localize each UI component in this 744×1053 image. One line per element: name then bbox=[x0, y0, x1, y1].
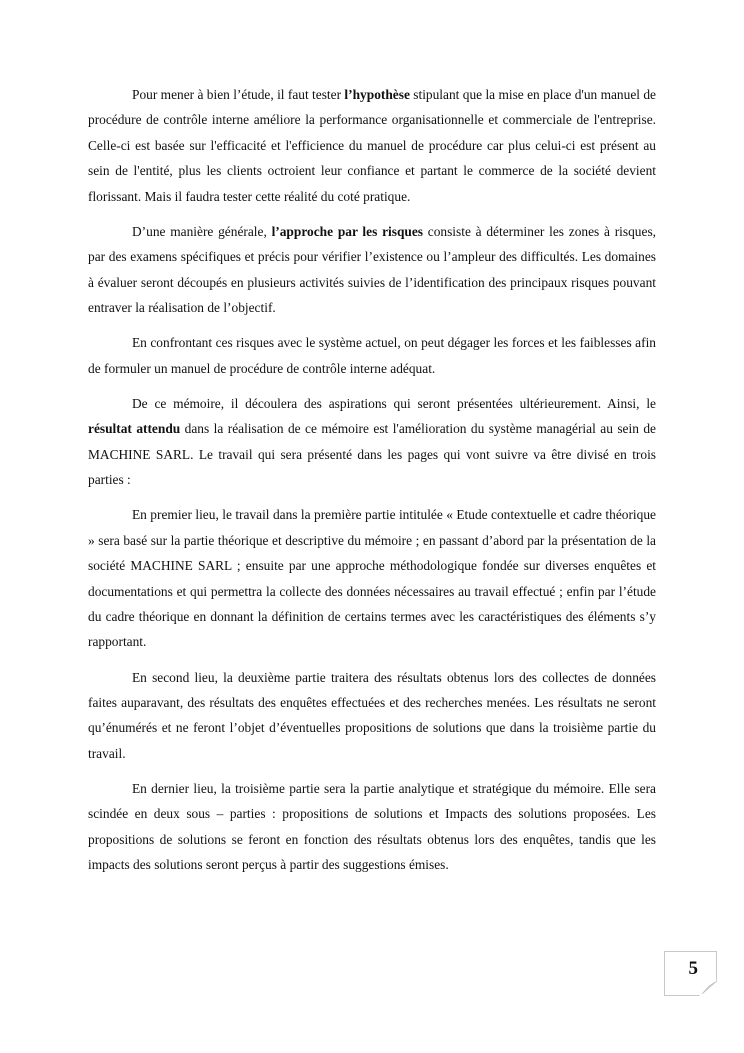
paragraph-resultat-attendu bbox=[88, 391, 656, 493]
text-segment: En dernier lieu, la troisième partie sera la partie analytique et stratégique du mémoire. Elle sera scindée en deux sous – parties : propositions de solutions et Impacts des solutions proposées. Les propositions de solutions se feront en fonction des résultats obtenus lors des enquêtes, tandis que les impacts des solutions seront perçus à partir des suggestions émises. bbox=[88, 780, 656, 873]
page-number: 5 bbox=[688, 958, 698, 979]
paragraph-confrontation bbox=[88, 330, 656, 381]
text-segment: En premier lieu, le travail dans la première partie intitulée « Etude contextuelle et cadre théorique » sera basé sur la partie théorique et descriptive du mémoire ; en passant d’abord par la présentation de la société MACHINE SARL ; ensuite par une approche méthodologique fondée sur diverses enquêtes et documentations et qui permettra la collecte des données nécessaires au travail effectué ; enfin par l’étude du cadre théorique en donnant la définition de certains termes avec les caractéristiques des éléments s’y rapportant. bbox=[88, 507, 656, 650]
document-body bbox=[88, 82, 656, 887]
text-segment: consiste à déterminer les zones à risques, par des examens spécifiques et précis pour vérifier l’existence ou l’ampleur des difficultés. Les domaines à évaluer seront découpés en plusieurs activités suivies de l’identification des principaux risques pouvant entraver la réalisation de l’objectif. bbox=[88, 223, 656, 316]
page-curl-icon bbox=[699, 980, 717, 996]
paragraph-deuxieme-partie bbox=[88, 665, 656, 767]
text-segment: En confrontant ces risques avec le système actuel, on peut dégager les forces et les faiblesses afin de formuler un manuel de procédure de contrôle interne adéquat. bbox=[88, 335, 656, 376]
text-segment: En second lieu, la deuxième partie traitera des résultats obtenus lors des collectes de données faites auparavant, des résultats des enquêtes effectuées et des recherches menées. Les résultats ne seront qu’énumérés et ne feront l’objet d’éventuelles propositions de solutions que dans la troisième partie du travail. bbox=[88, 669, 656, 761]
bold-term-hypothese: l’hypothèse bbox=[344, 87, 410, 102]
paragraph-hypothese bbox=[88, 82, 656, 209]
text-segment: stipulant que la mise en place d'un manuel de procédure de contrôle interne améliore la performance organisationnelle et commerciale de l'entreprise. Celle-ci est basée sur l'efficacité et l'efficience du manuel de procédure car plus celui-ci est présent au sein de l'entité, plus les clients octroient leur confiance et partant le commerce de la société devient florissant. Mais il faudra tester cette réalité du coté pratique. bbox=[88, 87, 656, 204]
bold-term-approche-risques: l’approche par les risques bbox=[271, 223, 423, 239]
text-segment: dans la réalisation de ce mémoire est l'amélioration du système managérial au sein de MACHINE SARL. Le travail qui sera présenté dans les pages qui vont suivre va être divisé en trois parties : bbox=[88, 421, 656, 488]
text-segment: D’une manière générale, bbox=[132, 223, 272, 239]
paragraph-premiere-partie bbox=[88, 502, 656, 654]
text-segment: Pour mener à bien l’étude, il faut tester bbox=[132, 87, 345, 102]
text-segment: De ce mémoire, il découlera des aspirations qui seront présentées ultérieurement. Ainsi, le bbox=[132, 395, 656, 411]
bold-term-resultat-attendu: résultat attendu bbox=[88, 421, 181, 437]
paragraph-approche-risques bbox=[88, 219, 656, 321]
page-number-box bbox=[664, 951, 717, 996]
paragraph-troisieme-partie bbox=[88, 776, 656, 878]
